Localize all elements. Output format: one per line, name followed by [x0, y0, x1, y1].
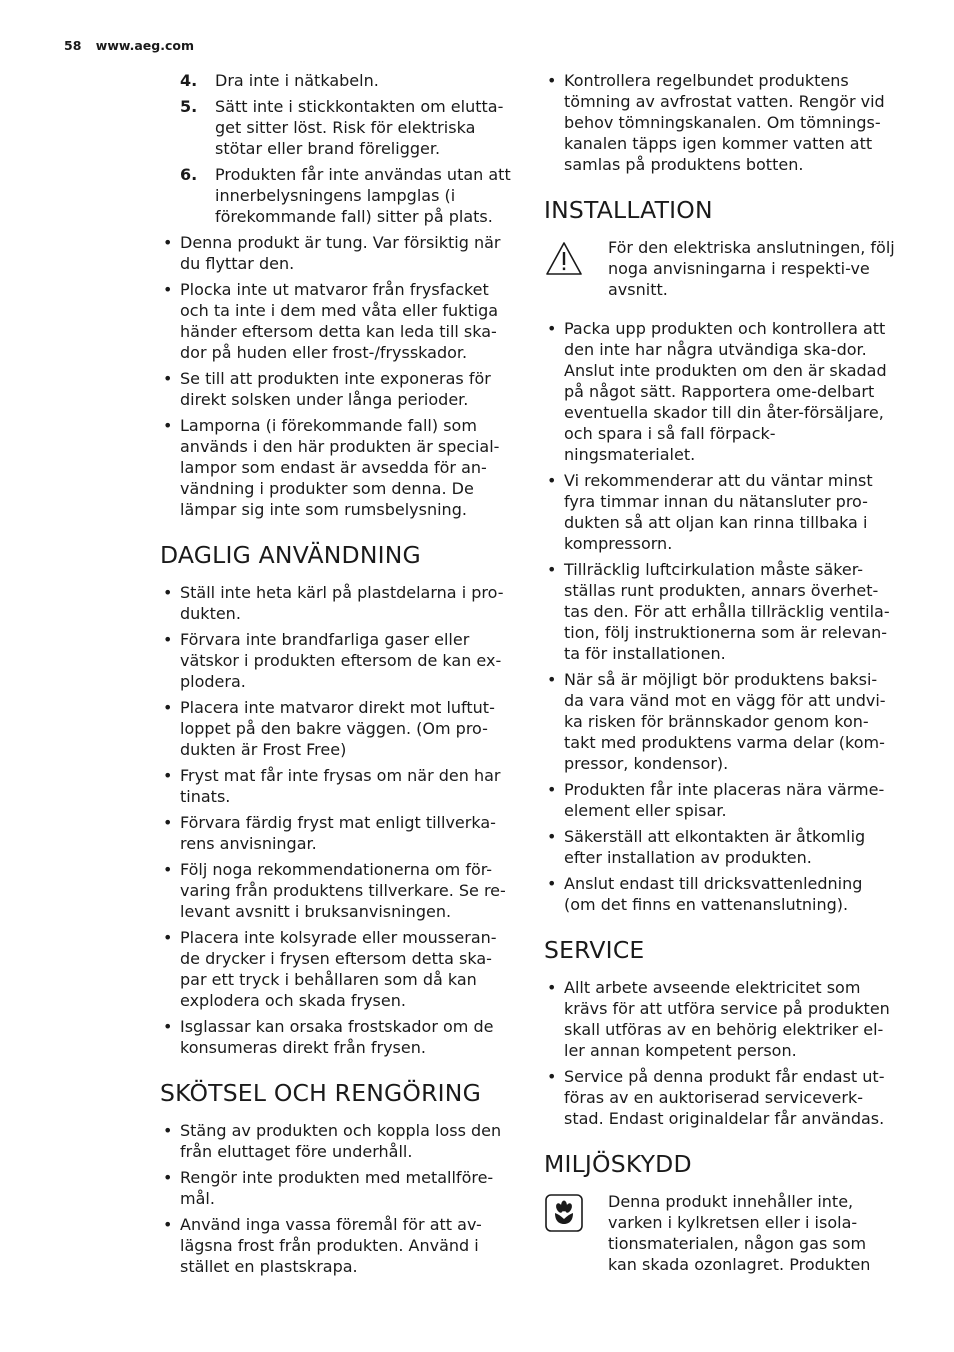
list-item: • Använd inga vassa föremål för att av-lägsna frost från produkten. Använd i stället en plastskrapa.	[160, 1214, 516, 1277]
environment-flower-icon	[544, 1193, 584, 1233]
environment-text: Denna produkt innehåller inte, varken i kylkretsen eller i isola-tionsmaterialen, någon gas som kan skada ozonlagret. Produkten	[608, 1192, 871, 1274]
service-list	[544, 977, 896, 1129]
care-cleaning-list	[160, 1120, 516, 1277]
list-item: • Se till att produkten inte exponeras för direkt solsken under långa perioder.	[160, 368, 516, 410]
section-title-daily-use: DAGLIG ANVÄNDNING	[160, 541, 421, 569]
top-bullets	[544, 70, 896, 175]
page-header	[64, 38, 194, 53]
list-item: • Placera inte matvaror direkt mot luftut-loppet på den bakre väggen. (Om pro-dukten är Frost Free)	[160, 697, 516, 760]
list-item: • Plocka inte ut matvaror från frysfacket och ta inte i dem med våta eller fuktiga händer eftersom detta kan leda till ska-dor på huden eller frost-/frysskador.	[160, 279, 516, 363]
list-item: • Ställ inte heta kärl på plastdelarna i pro-dukten.	[160, 582, 516, 624]
safety-bullets	[160, 232, 516, 520]
list-item: • Denna produkt är tung. Var försiktig när du flyttar den.	[160, 232, 516, 274]
daily-use-list	[160, 582, 516, 1058]
page-number: 58	[64, 38, 82, 53]
list-item: • Tillräcklig luftcirkulation måste säker-ställas runt produkten, annars överhet-tas den. För att erhålla tillräcklig ventila-tion, följ instruktionerna som är relevan-ta för installationen.	[544, 559, 896, 664]
list-item: • Allt arbete avseende elektricitet som krävs för att utföra service på produkten skall utföras av en behörig elektriker el-ler annan kompetent person.	[544, 977, 896, 1061]
list-item: • Följ noga rekommendationerna om för-varing från produktens tillverkare. Se re-levant avsnitt i bruksanvisningen.	[160, 859, 516, 922]
section-title-installation: INSTALLATION	[544, 196, 713, 224]
list-item: • Service på denna produkt får endast ut-föras av en auktoriserad serviceverk-stad. Endast originaldelar får användas.	[544, 1066, 896, 1129]
list-item: • Fryst mat får inte frysas om när den har tinats.	[160, 765, 516, 807]
warning-text: För den elektriska anslutningen, följ noga anvisningarna i respekti-ve avsnitt.	[608, 238, 895, 299]
list-item: 4. Dra inte i nätkabeln.	[180, 71, 379, 90]
list-item: • Anslut endast till dricksvattenledning (om det finns en vattenanslutning).	[544, 873, 896, 915]
list-item: • När så är möjligt bör produktens baksi-da vara vänd mot en vägg för att undvi-ka risken för brännskador genom kon-takt med produktens varma delar (kom-pressor, kondensor).	[544, 669, 896, 774]
list-item: • Säkerställ att elkontakten är åtkomlig efter installation av produkten.	[544, 826, 896, 868]
list-item: • Kontrollera regelbundet produktens tömning av avfrostat vatten. Rengör vid behov tömningskanalen. Om tömnings-kanalen täpps igen kommer vatten att samlas på produktens botten.	[544, 70, 896, 175]
list-item: • Rengör inte produkten med metallföre-mål.	[160, 1167, 516, 1209]
section-title-environment: MILJÖSKYDD	[544, 1150, 692, 1178]
list-item: • Produkten får inte placeras nära värme-element eller spisar.	[544, 779, 896, 821]
list-item: • Förvara färdig fryst mat enligt tillverka-rens anvisningar.	[160, 812, 516, 854]
section-title-care-cleaning: SKÖTSEL OCH RENGÖRING	[160, 1079, 481, 1107]
list-item: 5. Sätt inte i stickkontakten om elutta-get sitter löst. Risk för elektriska stötar eller brand föreligger.	[180, 97, 504, 158]
list-item: 6. Produkten får inte användas utan att innerbelysningens lampglas (i förekommande fall) sitter på plats.	[180, 165, 511, 226]
list-item: • Stäng av produkten och koppla loss den från eluttaget före underhåll.	[160, 1120, 516, 1162]
list-item: • Isglassar kan orsaka frostskador om de konsumeras direkt från frysen.	[160, 1016, 516, 1058]
warning-triangle-icon	[544, 239, 584, 279]
right-column	[544, 70, 896, 1293]
list-item: • Packa upp produkten och kontrollera att den inte har några utvändiga ska-dor. Anslut inte produkten om den är skadad på något sätt. Rapportera ome-delbart eventuella skador till din åter-försäljare, och spara i så fall förpack-ningsmaterialet.	[544, 318, 896, 465]
list-item: • Vi rekommenderar att du väntar minst fyra timmar innan du nätansluter pro-dukten så att oljan kan rinna tillbaka i kompressorn.	[544, 470, 896, 554]
list-item: • Förvara inte brandfarliga gaser eller vätskor i produkten eftersom de kan ex-plodera.	[160, 629, 516, 692]
left-column	[160, 70, 516, 1282]
environment-notice	[544, 1191, 896, 1275]
installation-warning	[544, 237, 896, 300]
list-item: • Lamporna (i förekommande fall) som används i den här produkten är special-lampor som endast är avsedda för an-vändning i produkter som denna. De lämpar sig inte som rumsbelysning.	[160, 415, 516, 520]
header-url: www.aeg.com	[95, 38, 194, 53]
installation-list	[544, 318, 896, 915]
numbered-list	[180, 70, 516, 227]
section-title-service: SERVICE	[544, 936, 645, 964]
list-item: • Placera inte kolsyrade eller mousseran-de drycker i frysen eftersom detta ska-par ett tryck i behållaren som då kan explodera och skada frysen.	[160, 927, 516, 1011]
